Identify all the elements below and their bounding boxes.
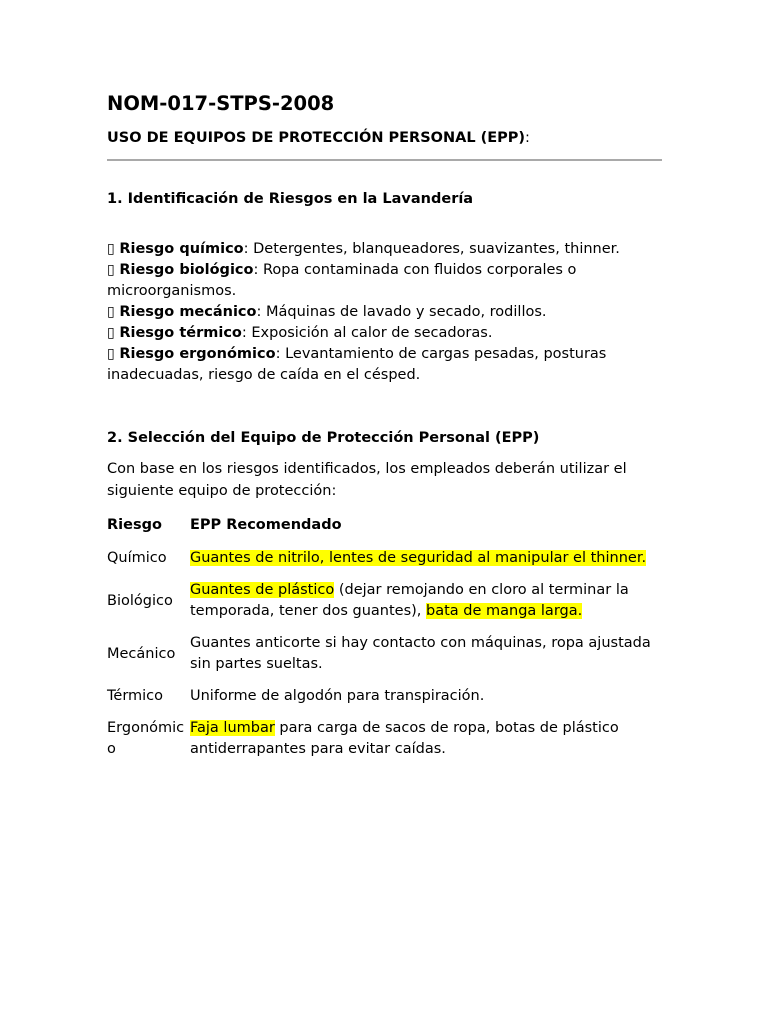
highlighted-text: bata de manga larga. (426, 603, 583, 619)
highlighted-text: Faja lumbar (190, 720, 275, 736)
epp-cell (190, 628, 662, 681)
plain-text: (dejar remojando en cloro al terminar la temporada, tener dos guantes), (190, 582, 629, 619)
plain-text: Guantes anticorte si hay contacto con máquinas, ropa ajustada sin partes sueltas. (190, 635, 651, 672)
missing-glyph-icon: ▯ (107, 346, 115, 362)
risk-cell: Ergonómico (107, 720, 185, 757)
table-row (107, 543, 662, 575)
epp-table (107, 511, 662, 766)
epp-cell (190, 575, 662, 628)
risk-label: Riesgo químico (119, 241, 244, 257)
risk-description: : Máquinas de lavado y secado, rodillos. (256, 304, 547, 320)
section-2-heading: 2. Selección del Equipo de Protección Personal (EPP) (107, 430, 540, 446)
section-2-intro: Con base en los riesgos identificados, los empleados deberán utilizar el siguiente equipo de protección: (107, 461, 627, 499)
risk-description: : Ropa contaminada con fluidos corporales o microorganismos. (107, 262, 577, 299)
document-title: NOM-017-STPS-2008 (107, 92, 335, 115)
risk-label: Riesgo ergonómico (119, 346, 276, 362)
table-row (107, 575, 662, 628)
risk-list (107, 239, 662, 386)
risk-cell: Químico (107, 550, 167, 566)
risk-item-biologico (107, 260, 662, 302)
missing-glyph-icon: ▯ (107, 304, 115, 320)
document-subtitle (107, 128, 662, 148)
document-page (107, 90, 662, 766)
missing-glyph-icon: ▯ (107, 325, 115, 341)
risk-cell: Biológico (107, 592, 173, 609)
highlighted-text: Guantes de nitrilo, lentes de seguridad al manipular el thinner. (190, 550, 647, 566)
risk-description: : Detergentes, blanqueadores, suavizantes, thinner. (243, 241, 620, 257)
risk-label: Riesgo mecánico (119, 304, 257, 320)
epp-cell (190, 543, 662, 575)
column-header-riesgo: Riesgo (107, 517, 162, 533)
risk-description: : Levantamiento de cargas pesadas, posturas inadecuadas, riesgo de caída en el césped. (107, 346, 607, 383)
epp-cell (190, 681, 662, 713)
risk-label: Riesgo térmico (119, 325, 242, 341)
horizontal-divider (107, 159, 662, 161)
missing-glyph-icon: ▯ (107, 262, 115, 278)
subtitle-colon: : (525, 130, 530, 146)
risk-cell: Térmico (107, 688, 164, 704)
table-row (107, 713, 662, 766)
table-row (107, 681, 662, 713)
table-header-row (107, 511, 662, 543)
risk-item-termico (107, 323, 662, 344)
subtitle-text: USO DE EQUIPOS DE PROTECCIÓN PERSONAL (EPP) (107, 130, 526, 146)
plain-text: Uniforme de algodón para transpiración. (190, 688, 485, 704)
section-1-heading: 1. Identificación de Riesgos en la Lavandería (107, 191, 474, 207)
plain-text: para carga de sacos de ropa, botas de plástico antiderrapantes para evitar caídas. (190, 720, 619, 757)
risk-item-quimico (107, 239, 662, 260)
risk-item-ergonomico (107, 344, 662, 386)
risk-description: : Exposición al calor de secadoras. (241, 325, 493, 341)
table-row (107, 628, 662, 681)
risk-label: Riesgo biológico (119, 262, 254, 278)
epp-cell (190, 713, 662, 766)
risk-cell: Mecánico (107, 645, 176, 662)
risk-item-mecanico (107, 302, 662, 323)
missing-glyph-icon: ▯ (107, 241, 115, 257)
column-header-epp: EPP Recomendado (190, 517, 342, 533)
highlighted-text: Guantes de plástico (190, 582, 335, 598)
